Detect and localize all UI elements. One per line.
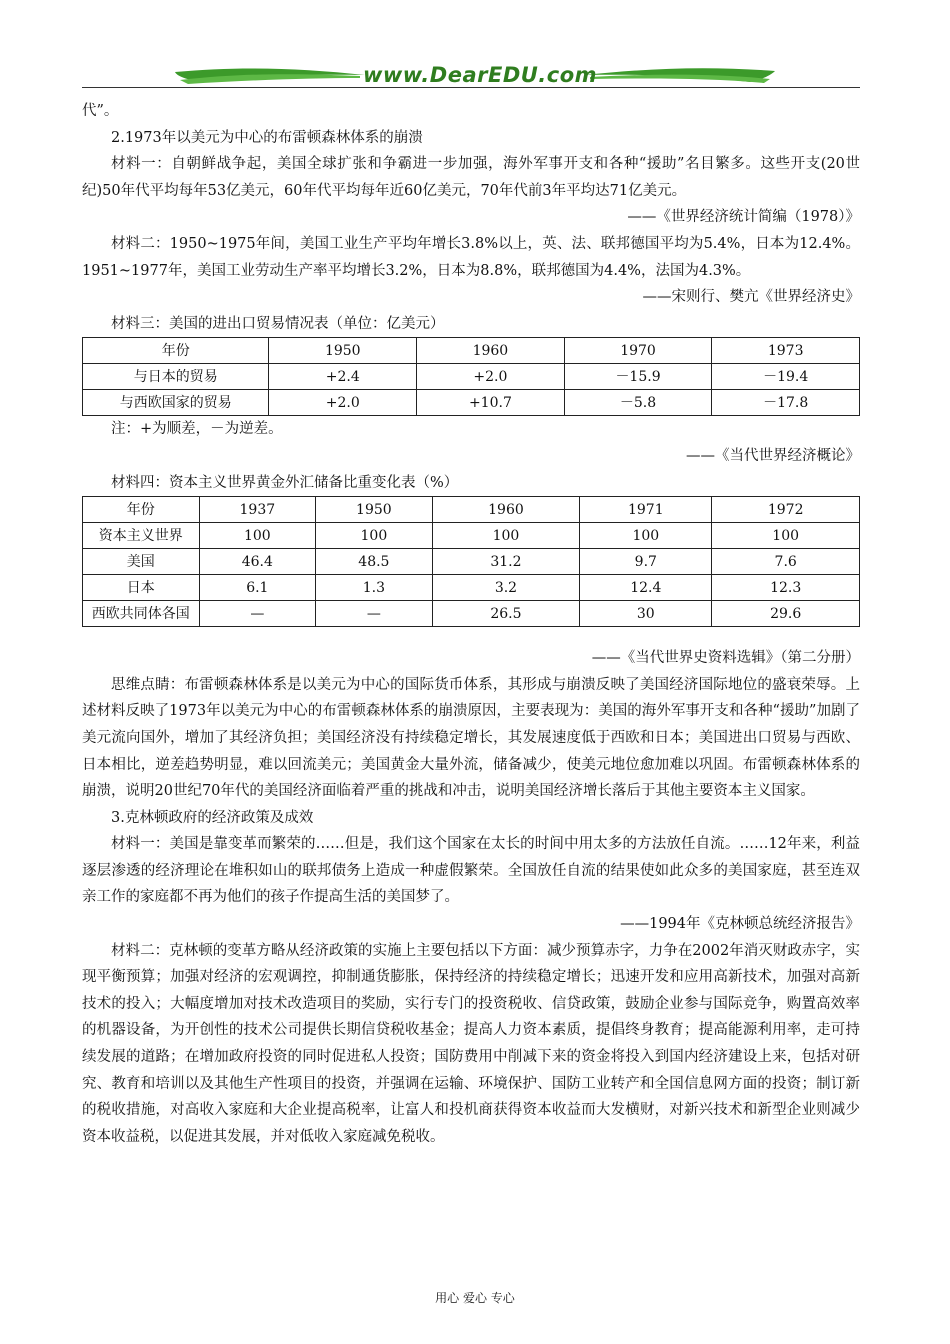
material-1-text: 材料一：自朝鲜战争起，美国全球扩张和争霸进一步加强，海外军事开支和各种“援助”名目繁多。这些开支(20世纪)50年代平均每年53亿美元，60年代平均每年近60亿美元，70年代前3年平均达71亿美元。 [82,156,860,199]
table-cell: 100 [432,523,580,549]
table-cell: 年份 [83,338,269,364]
paragraph-continuation: 代”。 [82,103,119,119]
table-cell: 29.6 [712,601,860,627]
document-body [82,98,860,1150]
table-cell: 与日本的贸易 [83,364,269,390]
table-cell: 1970 [564,338,712,364]
table-cell: 1.3 [316,575,433,601]
table-row [83,364,860,390]
table-cell: +2.4 [269,364,417,390]
material-2-source: ——宋则行、樊亢《世界经济史》 [642,289,860,306]
material-4-caption: 材料四：资本主义世界黄金外汇储备比重变化表（%） [111,474,459,491]
table-cell: 1960 [417,338,565,364]
header-rule [82,87,860,88]
table-cell: －17.8 [712,390,860,416]
section-3-material-1-source: ——1994年《克林顿总统经济报告》 [620,916,860,933]
table-cell: 6.1 [199,575,316,601]
table-cell: +2.0 [269,390,417,416]
table-cell: 年份 [83,497,200,523]
table-cell: 9.7 [580,549,712,575]
table-cell: 48.5 [316,549,433,575]
table-cell: －15.9 [564,364,712,390]
table-cell: 美国 [83,549,200,575]
section-3-material-2-text: 材料二：克林顿的变革方略从经济政策的实施上主要包括以下方面：减少预算赤字，力争在2002年消灭财政赤字，实现平衡预算；加强对经济的宏观调控，抑制通货膨胀，保持经济的持续稳定增长；迅速开发和应用高新技术，加强对高新技术的投入；大幅度增加对技术改造项目的奖励，实行专门的投资税收、信贷政策，鼓励企业参与国际竞争，购置高效率的机器设备，为开创性的技术公司提供长期信贷税收基金；提高人力资本素质，提倡终身教育；提高能源利用率，走可持续发展的道路；在增加政府投资的同时促进私人投资；国防费用中削减下来的资金将投入到国内经济建设上来，包括对研究、教育和培训以及其他生产性项目的投资，并强调在运输、环境保护、国防工业转产和全国信息网方面的投资；制订新的税收措施，对高收入家庭和大企业提高税率，让富人和投机商获得资本收益而大发横财，对新兴技术和新型企业则减少资本收益税，以促进其发展，并对低收入家庭减免税收。 [82,942,860,1145]
table-cell: 日本 [83,575,200,601]
table-cell: 1973 [712,338,860,364]
table-cell: 100 [580,523,712,549]
site-header [80,60,880,100]
table-row [83,549,860,575]
table-cell: 7.6 [712,549,860,575]
table-cell: — [316,601,433,627]
table-cell: 46.4 [199,549,316,575]
material-3-source: ——《当代世界经济概论》 [686,447,860,464]
page-footer: 用心 爱心 专心 [435,1291,515,1305]
table-cell: +10.7 [417,390,565,416]
table-cell: 31.2 [432,549,580,575]
table-cell: 3.2 [432,575,580,601]
table-row [83,523,860,549]
material-3-caption: 材料三：美国的进出口贸易情况表（单位：亿美元） [111,315,445,332]
table-cell: 26.5 [432,601,580,627]
table-cell: 与西欧国家的贸易 [83,390,269,416]
table-cell: －5.8 [564,390,712,416]
table-header-row [83,497,860,523]
table-cell: 1950 [269,338,417,364]
site-logo-text[interactable]: www.DearEDU.com [362,63,598,87]
table-cell: 100 [316,523,433,549]
material-3-note: 注：+为顺差，－为逆差。 [111,421,283,438]
table-cell: 1960 [432,497,580,523]
section-3-material-1-text: 材料一：美国是靠变革而繁荣的……但是，我们这个国家在太长的时间中用太多的方法放任自流。……12年来，利益逐层渗透的经济理论在堆积如山的联邦债务上造成一种虚假繁荣。全国放任自流的结果使如此众多的美国家庭，甚至连双亲工作的家庭都不再为他们的孩子作提高生活的美国梦了。 [82,836,860,906]
gold-reserve-table [82,496,860,627]
table-header-row [83,338,860,364]
section-2-heading: 2.1973年以美元为中心的布雷顿森林体系的崩溃 [111,129,423,146]
table-cell: 1937 [199,497,316,523]
trade-table [82,337,860,416]
table-row [83,390,860,416]
table-cell: 100 [199,523,316,549]
section-3-heading: 3.克林顿政府的经济政策及成效 [111,809,314,826]
table-cell: 1971 [580,497,712,523]
table-cell: 1972 [712,497,860,523]
table-cell: 30 [580,601,712,627]
table-cell: 资本主义世界 [83,523,200,549]
thinking-summary: 思维点睛：布雷顿森林体系是以美元为中心的国际货币体系，其形成与崩溃反映了美国经济国际地位的盛衰荣辱。上述材料反映了1973年以美元为中心的布雷顿森林体系的崩溃原因，主要表现为：美国的海外军事开支和各种“援助”加剧了美元流向国外，增加了其经济负担；美国经济没有持续稳定增长，其发展速度低于西欧和日本；美国进出口贸易与西欧、日本相比，逆差趋势明显，难以回流美元；美国黄金大量外流，储备减少，使美元地位愈加难以巩固。布雷顿森林体系的崩溃，说明20世纪70年代的美国经济面临着严重的挑战和冲击，说明美国经济增长落后于其他主要资本主义国家。 [82,676,860,800]
material-1-source: ——《世界经济统计简编（1978）》 [627,209,860,226]
table-cell: 1950 [316,497,433,523]
material-4-source: ——《当代世界史资料选辑》（第二分册） [591,650,860,667]
spacer [82,627,860,645]
material-2-text: 材料二：1950~1975年间，美国工业生产平均年增长3.8%以上，英、法、联邦德国平均为5.4%，日本为12.4%。1951~1977年，美国工业劳动生产率平均增长3.2%，日本为8.8%，联邦德国为4.4%，法国为4.3%。 [82,235,860,279]
table-cell: 12.3 [712,575,860,601]
table-cell: +2.0 [417,364,565,390]
table-cell: 12.4 [580,575,712,601]
table-cell: 西欧共同体各国 [83,601,200,627]
table-cell: 100 [712,523,860,549]
table-row [83,575,860,601]
table-cell: －19.4 [712,364,860,390]
table-cell: — [199,601,316,627]
table-row [83,601,860,627]
